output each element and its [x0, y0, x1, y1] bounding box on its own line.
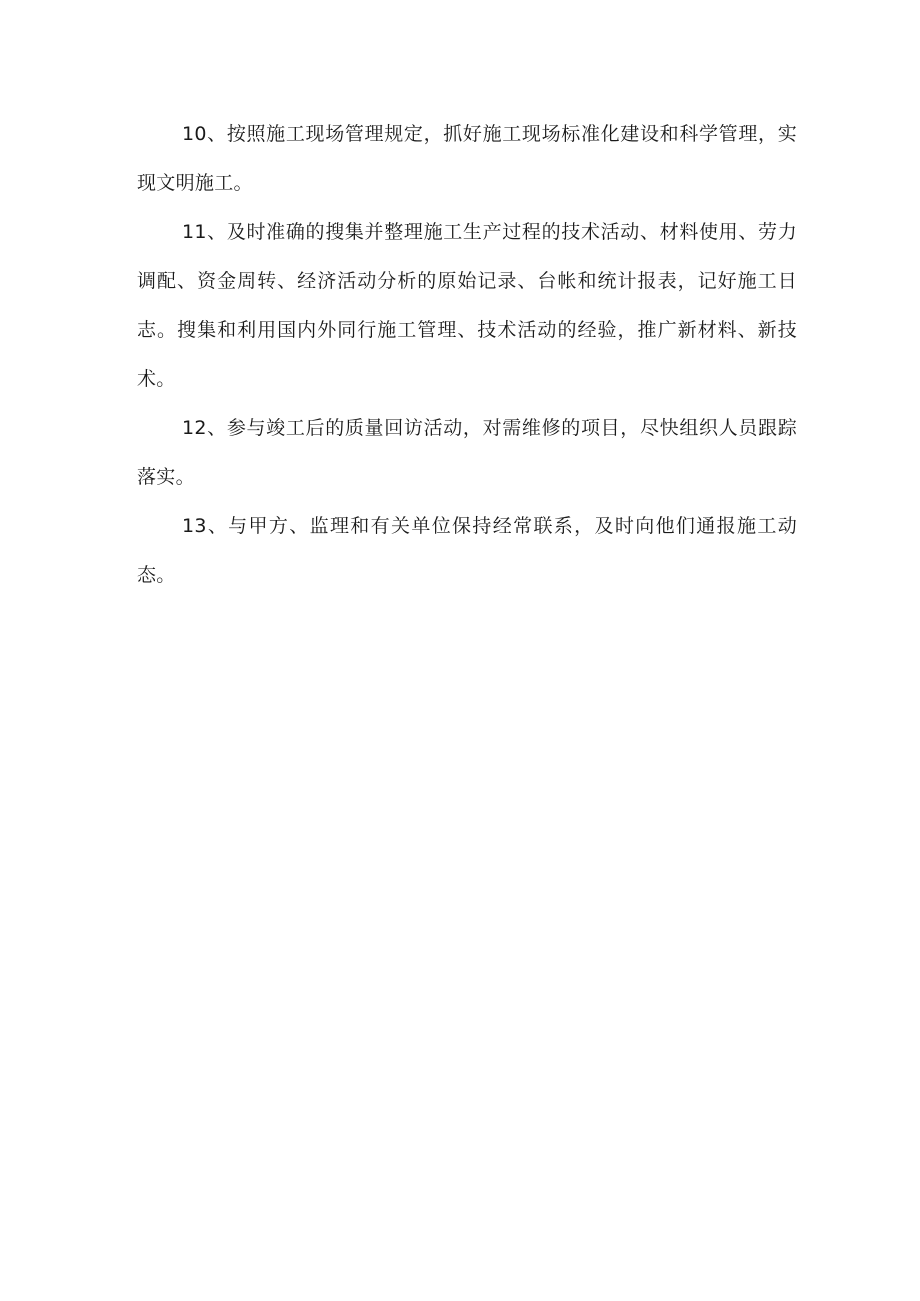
paragraph-item-11: 11、及时准确的搜集并整理施工生产过程的技术活动、材料使用、劳力调配、资金周转、经济活动分析的原始记录、台帐和统计报表，记好施工日志。搜集和利用国内外同行施工管理、技术活动的经验，推广新材料、新技术。 — [137, 221, 797, 390]
paragraph-item-12: 12、参与竣工后的质量回访活动，对需维修的项目，尽快组织人员跟踪落实。 — [137, 417, 797, 488]
paragraph-item-13: 13、与甲方、监理和有关单位保持经常联系，及时向他们通报施工动态。 — [137, 515, 797, 586]
paragraph-item-10: 10、按照施工现场管理规定，抓好施工现场标准化建设和科学管理，实现文明施工。 — [137, 123, 797, 194]
document-body — [137, 110, 797, 600]
